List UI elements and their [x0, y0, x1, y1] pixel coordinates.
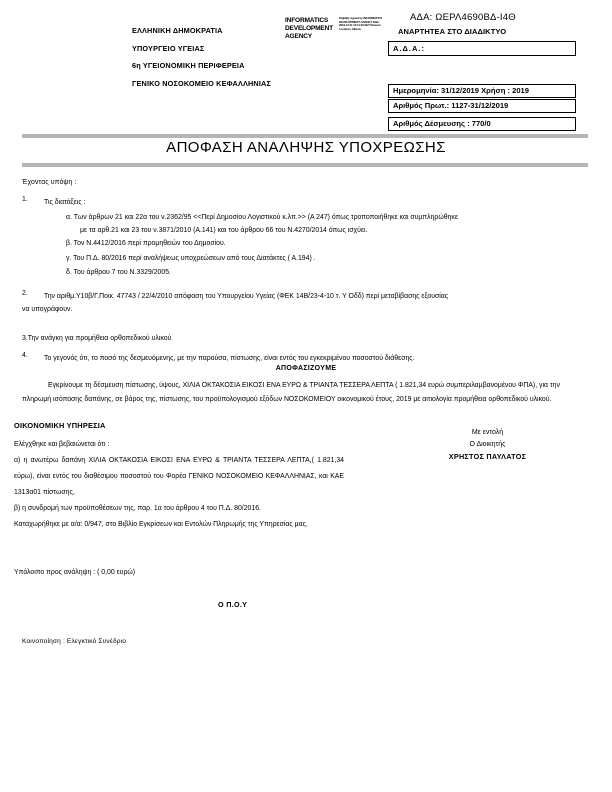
list-item-1-text: Τις διατάξεις : [44, 199, 86, 206]
signature-block [380, 427, 595, 463]
list-item-3: 3.Την ανάγκη για προμήθεια ορθοπεδικού υλικού [22, 335, 172, 342]
ada-code-stamp: ΑΔΑ: ΩΕΡΛ4690ΒΔ-Ι4Θ [410, 12, 516, 23]
financial-point-b: β) η συνδρομή των προϋποθέσεων της, παρ. 1α του άρθρου 4 του Π.Δ. 80/2016. [14, 505, 261, 512]
financial-point-a: α) η ανωτέρω δαπάνη ΧΙΛΙΑ ΟΚΤΑΚΟΣΙΑ ΕΙΚΟΣΙ ΕΝΑ ΕΥΡΩ & ΤΡΙΑΝΤΑ ΤΕΣΣΕΡΑ ΛΕΠΤΑ,( 1.821,34 εύρω), είναι εντός του διαθέσιμου ποσοστού του Φορέα ΓΕΝΙΚΟ ΝΟΣΟΚΟΜΕΙΟ ΚΕΦΑΛΛΗΝΙΑΣ, και ΚΑΕ 1313α01 πίστωσης, [14, 457, 344, 496]
financial-service-heading: ΟΙΚΟΝΟΜΙΚΗ ΥΠΗΡΕΣΙΑ [14, 421, 106, 430]
signature-metadata: Digitally signed by INFORMATICS DEVELOPMENT AGENCY Date: 2019.12.31 12:11:22 EET Reason: Location: Athens [339, 17, 383, 32]
list-item-2-number: 2. [22, 290, 28, 297]
financial-intro: Ελέγχθηκε και βεβαιώνεται ότι : [14, 441, 110, 448]
decision-heading: ΑΠΟΦΑΣΙΖΟΥΜΕ [275, 365, 337, 372]
list-item-4-text: Το γεγονός ότι, το ποσό της δεσμευόμενης, με την παρούσα, πίστωσης, είναι εντός του εγκεκριμένου ποσοστού διάθεσης. [44, 355, 415, 362]
list-item-1-number: 1. [22, 196, 28, 203]
list-item-1a-line2: με τα αρθ.21 και 23 του ν.3871/2010 (Α.141) και του άρθρου 66 του Ν.4270/2014 όπως ισχύει. [80, 227, 368, 234]
signature-agency-name: INFORMATICS DEVELOPMENT AGENCY [285, 17, 333, 41]
list-item-2-line2: να υπογράφουν. [22, 306, 73, 313]
signature-name: ΧΡΗΣΤΟΣ ΠΑΥΛΑΤΟΣ [448, 452, 527, 461]
organization-header [132, 22, 282, 92]
organization-line-2: ΥΠΟΥΡΓΕΙΟ ΥΓΕΙΑΣ [132, 43, 205, 53]
financial-registration: Καταχωρήθηκε με α/α: 0/947, στο Βιβλίο Εγκρίσεων και Εντολών Πληρωμής της Υπηρεσίας μας. [14, 521, 308, 528]
list-item-1a-line1: α. Των άρθρων 21 και 22α του ν.2362/95 <<Περί Δημοσίου Λογιστικού κ.λπ.>> (Α 247) όπως τροποποιήθηκε και συμπληρώθηκε [66, 214, 458, 221]
protocol-number-box: Αριθμός Πρωτ.: 1127-31/12/2019 [388, 99, 576, 113]
title-rule-bottom [22, 163, 588, 167]
decision-paragraph: Εγκρίνουμε τη δέσμευση πίστωσης, ύψους, ΧΙΛΙΑ ΟΚΤΑΚΟΣΙΑ ΕΙΚΟΣΙ ΕΝΑ ΕΥΡΩ & ΤΡΙΑΝΤΑ ΤΕΣΣΕΡΑ ΛΕΠΤΑ ( 1.821,34 ευρώ συμπεριλαμβανομένου ΦΠΑ), για την πληρωμή ισόποσης δαπάνης, σε βάρος της, πίστωσης, του προϋπολογισμού εξόδων ΝΟΣΟΚΟΜΕΙΟΥ οικονομικού έτους, 2019 με αιτιολογία προμήθεια ορθοπεδικού υλικού. [22, 382, 560, 403]
footer-notification: Κοινοποίηση : Ελεγκτικό Συνέδριο [22, 638, 127, 645]
list-item-4-number: 4. [22, 352, 28, 359]
list-item-1c: γ. Του Π.Δ. 80/2016 περί αναλήψεως υποχρεώσεων από τους Διατάκτες ( Α.194) . [66, 255, 316, 262]
signature-by-order: Με εντολή [471, 429, 504, 436]
financial-officer-title: Ο Π.Ο.Υ [218, 600, 248, 609]
commitment-number-box: Αριθμός Δέσμευσης : 770/0 [388, 117, 576, 131]
list-item-1d: δ. Του άρθρου 7 του Ν.3329/2005. [66, 269, 171, 276]
list-item-1b: β. Τον Ν.4412/2016 περί προμηθειών του Δημοσίου. [66, 240, 226, 247]
lead-text: Έχοντας υπόψη : [22, 179, 77, 186]
financial-service-body [14, 437, 344, 533]
title-rule-top [22, 134, 588, 138]
organization-line-1: ΕΛΛΗΝΙΚΗ ΔΗΜΟΚΡΑΤΙΑ [132, 26, 223, 35]
digital-signature-stamp [285, 17, 385, 59]
list-item-2-line1: Την αριθμ.Υ10β/Γ.Ποικ. 47743 / 22/4/2010 απόφαση του Υπουργείου Υγείας (ΦΕΚ 14Β/23-4-10 τ. Υ Οδδ) περί μεταβίβασης εξουσίας [44, 293, 449, 300]
ada-field-box: Α.Δ.Α.: [388, 41, 576, 56]
organization-line-3: 6η ΥΓΕΙΟΝΟΜΙΚΗ ΠΕΡΙΦΕΡΕΙΑ [132, 61, 245, 70]
page-title: ΑΠΟΦΑΣΗ ΑΝΑΛΗΨΗΣ ΥΠΟΧΡΕΩΣΗΣ [166, 139, 446, 156]
anartitea-label: ΑΝΑΡΤΗΤΕΑ ΣΤΟ ΔΙΑΔΙΚΤΥΟ [398, 27, 507, 36]
financial-balance: Υπόλοιπο προς ανάληψη : ( 0,00 ευρώ) [14, 569, 136, 576]
organization-line-4: ΓΕΝΙΚΟ ΝΟΣΟΚΟΜΕΙΟ ΚΕΦΑΛΛΗΝΙΑΣ [132, 78, 271, 88]
date-box: Ημερομηνία: 31/12/2019 Χρήση : 2019 [388, 84, 576, 98]
signature-role: Ο Διοικητής [469, 441, 506, 448]
